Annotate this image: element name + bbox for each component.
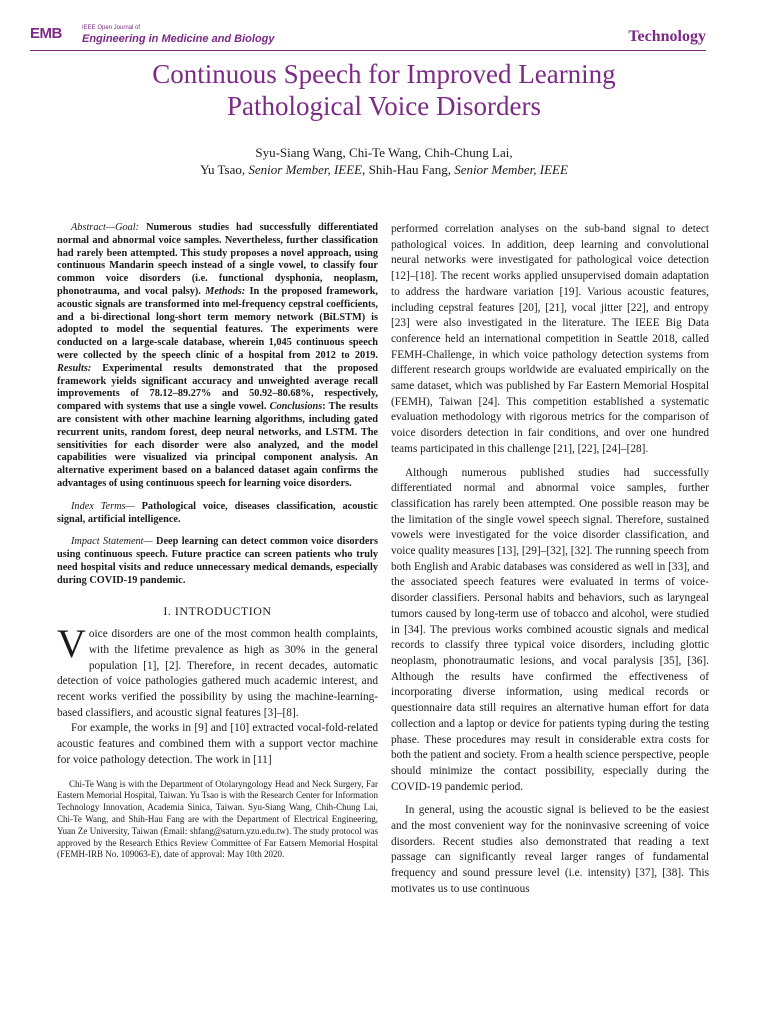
index-terms xyxy=(57,501,378,527)
section-label: Technology xyxy=(628,28,706,45)
impact-statement xyxy=(57,536,378,587)
journal-header xyxy=(30,18,706,50)
emb-logo-mark: EMB xyxy=(30,25,62,42)
abstract-results-label: Results: xyxy=(57,362,92,374)
intro-paragraph-2: For example, the works in [9] and [10] extracted vocal-fold-related acoustic features and combined them with a support vector machine for voice pathology detection. The work in [11] xyxy=(57,722,378,766)
intro-paragraph-1 xyxy=(57,621,378,721)
abstract xyxy=(57,222,378,491)
impact-statement-text: Deep learning can detect common voice disorders using continuous speech. Future practice can screen patients who truly need hospital visits and reduce unnecessary medical demands, especially during COVID-19 pandemic. xyxy=(57,536,378,586)
index-terms-text: Pathological voice, diseases classification, acoustic signal, artificial intelligence. xyxy=(57,500,378,525)
body-paragraph-2: Although numerous published studies had successfully differentiated normal and abnormal voice samples, further classification has rarely been attempted. One possible reason may be the limitation of the single vowel speech signal. Therefore, sustained vowels were investigated for the voice disorder classification, and voice quality measures [13], [29]–[32], [32]. The running speech from both English and Arabic databases was considered as well in [33], and the associated speech features were evaluated in terms of voice-disorder classifiers. Personal habits and behaviors, such as laryngeal tumors caused by long-term use of tobacco and alcohol, were studied in [34]. The previous works combined acoustic signals and medical records to classify three typical voice disorders, including glottic neoplasm, phonotraumatic lesions, and vocal paralysis [35], [36]. Although the results have confirmed the effectiveness of incorporating diverse information, using medical records or questionnaire data still requires an alternative human effort for data collection and a laptop or device for patients typing during the testing phase. These procedures may result in considerable extra costs for both the patient and society. From a health science perspective, people should minimize the contact possibility, especially during the COVID-19 pandemic period. xyxy=(391,466,709,793)
authors-line-2 xyxy=(40,161,728,178)
abstract-goal-text: Numerous studies had successfully differentiated normal and abnormal voice samples. Nevertheless, further classification had rarely been attempted. This study proposes a novel approach, using continuous Mandarin speech instead of a single vowel, to classify four common voice disorders (i.e. functional dysphonia, neoplasm, phonotrauma, and vocal palsy). xyxy=(57,222,378,297)
abstract-goal-label: Goal: xyxy=(115,222,140,233)
impact-statement-label: Impact Statement— xyxy=(71,536,153,548)
intro-paragraph-1-text: oice disorders are one of the most common health complaints, with the lifetime prevalence as high as 30% in the general population [1], [2]. Therefore, in recent decades, automatic detection of voice pathologies gathered much academic interest, and recent works verified the possibility by using the machine-learning-based classifiers, and acoustic signal features [3]–[8]. xyxy=(57,628,378,719)
body-paragraph-3: In general, using the acoustic signal is believed to be the easiest and the most convenient way for the noninvasive screening of voice disorders. Recent studies also demonstrated that reading a text passage can significantly reveal larger ranges of fundamental frequency and sound pressure level (i.e. intensity) [37], [38]. This motivates us to use continuous xyxy=(391,804,709,895)
abstract-results-text: Experimental results demonstrated that the proposed framework yields significant accuracy and unweighted average recall improvements of 78.12–89.27% and 50.92–80.68%, respectively, compared with systems that use a single vowel. xyxy=(57,362,378,413)
author-yu-tsao: Yu Tsao, xyxy=(200,162,249,177)
journal-prefix: IEEE Open Journal of xyxy=(82,25,141,31)
author-footnote: Chi-Te Wang is with the Department of Otolaryngology Head and Neck Surgery, Far Eastern Memorial Hospital, Taiwan. Yu Tsao is with the Research Center for Information Technology Innovation, Academia Sinica, Taiwan. Syu-Siang Wang, Chih-Chung Lai, Chi-Te Wang, and Shih-Hau Fang are with the Department of Electrical Engineering, Yuan Ze University, Taiwan (Email: shfang@saturn.yzu.edu.tw). The study protocol was approved by the Research Ethics Review Committee of Far Eatsern Memorial Hospital (FEMH-IRB No. 109063-E), date of approval: May 10th 2020. xyxy=(57,778,378,860)
left-column xyxy=(57,222,378,861)
drop-cap: V xyxy=(57,621,86,667)
index-terms-label: Index Terms— xyxy=(71,500,135,512)
paper-title xyxy=(40,58,728,122)
title-line-1: Continuous Speech for Improved Learning xyxy=(152,59,616,89)
title-line-2: Pathological Voice Disorders xyxy=(227,91,541,121)
abstract-methods-text: In the proposed framework, acoustic signals are transformed into mel-frequency cepstral coefficients, and a bi-directional long-short term memory network (BiLSTM) is adopted to model the sequential features. The experiments were conducted on a large-scale database, wherein 1,045 continuous speech were collected by the speech clinic of a hospital from 2012 to 2019. xyxy=(57,285,379,361)
author-role-1: Senior Member, IEEE xyxy=(248,162,363,177)
author-role-2: Senior Member, IEEE xyxy=(454,162,568,177)
author-list xyxy=(40,144,728,178)
right-column xyxy=(391,222,709,898)
abstract-conclusions-text: : The results are consistent with other machine learning algorithms, including gated recurrent units, random forest, deep neural networks, and LSTM. The sensitivities for each disorder were also analyzed, and the model capabilities were visualized via principal component analysis. An alternative experiment based on a balanced dataset again confirms the advantages of using continuous speech for learning voice disorders. xyxy=(57,401,379,489)
abstract-conclusions-label: Conclusions xyxy=(266,401,323,413)
header-divider xyxy=(30,50,706,51)
abstract-methods-label: Methods: xyxy=(200,285,246,297)
author-shih-hau-fang: , Shih-Hau Fang, xyxy=(362,162,455,177)
journal-name: Engineering in Medicine and Biology xyxy=(82,33,275,45)
abstract-label: Abstract— xyxy=(71,222,116,233)
body-paragraph-1: performed correlation analyses on the sub-band signal to detect pathological voices. In addition, deep learning and convolutional neural networks were investigated for pathological voice detection [12]–[18]. The recent works applied unsupervised domain adaptation to address the hardware variation [19]. Various acoustic features, including cepstral features [20], [21], vocal jitter [22], and entropy [23] were also investigated in the literature. The IEEE Big Data conference held an international competition in Seattle 2018, called FEMH-Challenge, in which voice pathology detection systems from different research groups worldwide are evaluated empirically on the same dataset, which was published by Far Eastern Memorial Hospital (FEMH), Taiwan [24]. This competition established a systematic evaluation methodology with rigorous metrics for the comparison of voice disorders detection in fair conditions, and over one hundred teams participated in this challenge [21], [22], [24]–[28]. xyxy=(391,223,709,455)
section-heading-introduction: I. INTRODUCTION xyxy=(163,603,272,618)
authors-line-1: Syu-Siang Wang, Chi-Te Wang, Chih-Chung Lai, xyxy=(255,145,513,160)
